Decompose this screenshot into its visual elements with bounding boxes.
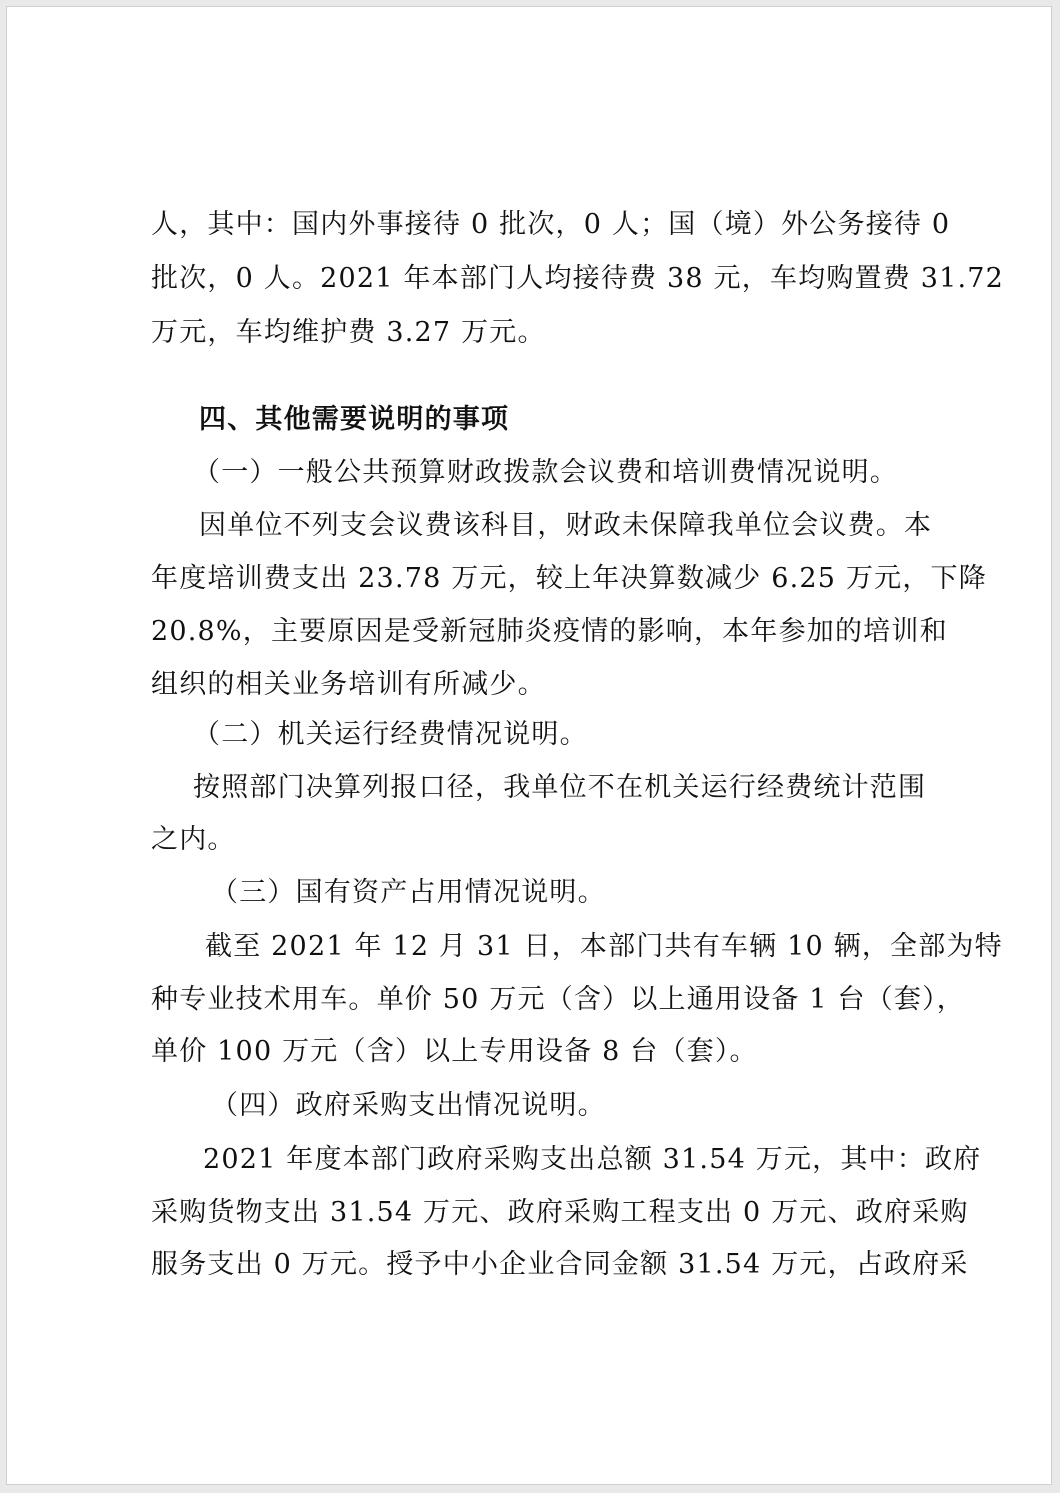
body-text-line: 采购货物支出 31.54 万元、政府采购工程支出 0 万元、政府采购 [151, 1197, 969, 1228]
body-text-line: 之内。 [151, 824, 236, 855]
document-page [6, 6, 1052, 1485]
body-text-line: 20.8%，主要原因是受新冠肺炎疫情的影响，本年参加的培训和 [151, 616, 948, 647]
subsection-heading: （二）机关运行经费情况说明。 [193, 719, 588, 750]
subsection-heading: （三）国有资产占用情况说明。 [211, 877, 606, 908]
body-text-line: 种专业技术用车。单价 50 万元（含）以上通用设备 1 台（套）， [151, 984, 965, 1015]
body-text-line: 按照部门决算列报口径，我单位不在机关运行经费统计范围 [193, 772, 927, 803]
body-text-line: 年度培训费支出 23.78 万元，较上年决算数减少 6.25 万元，下降 [151, 563, 987, 594]
body-text-line: 因单位不列支会议费该科目，财政未保障我单位会议费。本 [199, 510, 933, 541]
body-text-line: 服务支出 0 万元。授予中小企业合同金额 31.54 万元，占政府采 [151, 1249, 969, 1280]
body-text-line: 2021 年度本部门政府采购支出总额 31.54 万元，其中：政府 [203, 1144, 982, 1175]
body-text-line: 组织的相关业务培训有所减少。 [151, 669, 546, 700]
body-text-line: 万元，车均维护费 3.27 万元。 [151, 317, 546, 348]
body-text-line: 截至 2021 年 12 月 31 日，本部门共有车辆 10 辆，全部为特 [205, 931, 1003, 962]
body-text-line: 人，其中：国内外事接待 0 批次，0 人；国（境）外公务接待 0 [151, 209, 951, 240]
subsection-heading: （四）政府采购支出情况说明。 [211, 1090, 606, 1121]
body-text-line: 批次，0 人。2021 年本部门人均接待费 38 元，车均购置费 31.72 [151, 263, 1005, 294]
subsection-heading: （一）一般公共预算财政拨款会议费和培训费情况说明。 [193, 457, 898, 488]
section-heading: 四、其他需要说明的事项 [199, 404, 510, 435]
body-text-line: 单价 100 万元（含）以上专用设备 8 台（套）。 [151, 1036, 758, 1067]
